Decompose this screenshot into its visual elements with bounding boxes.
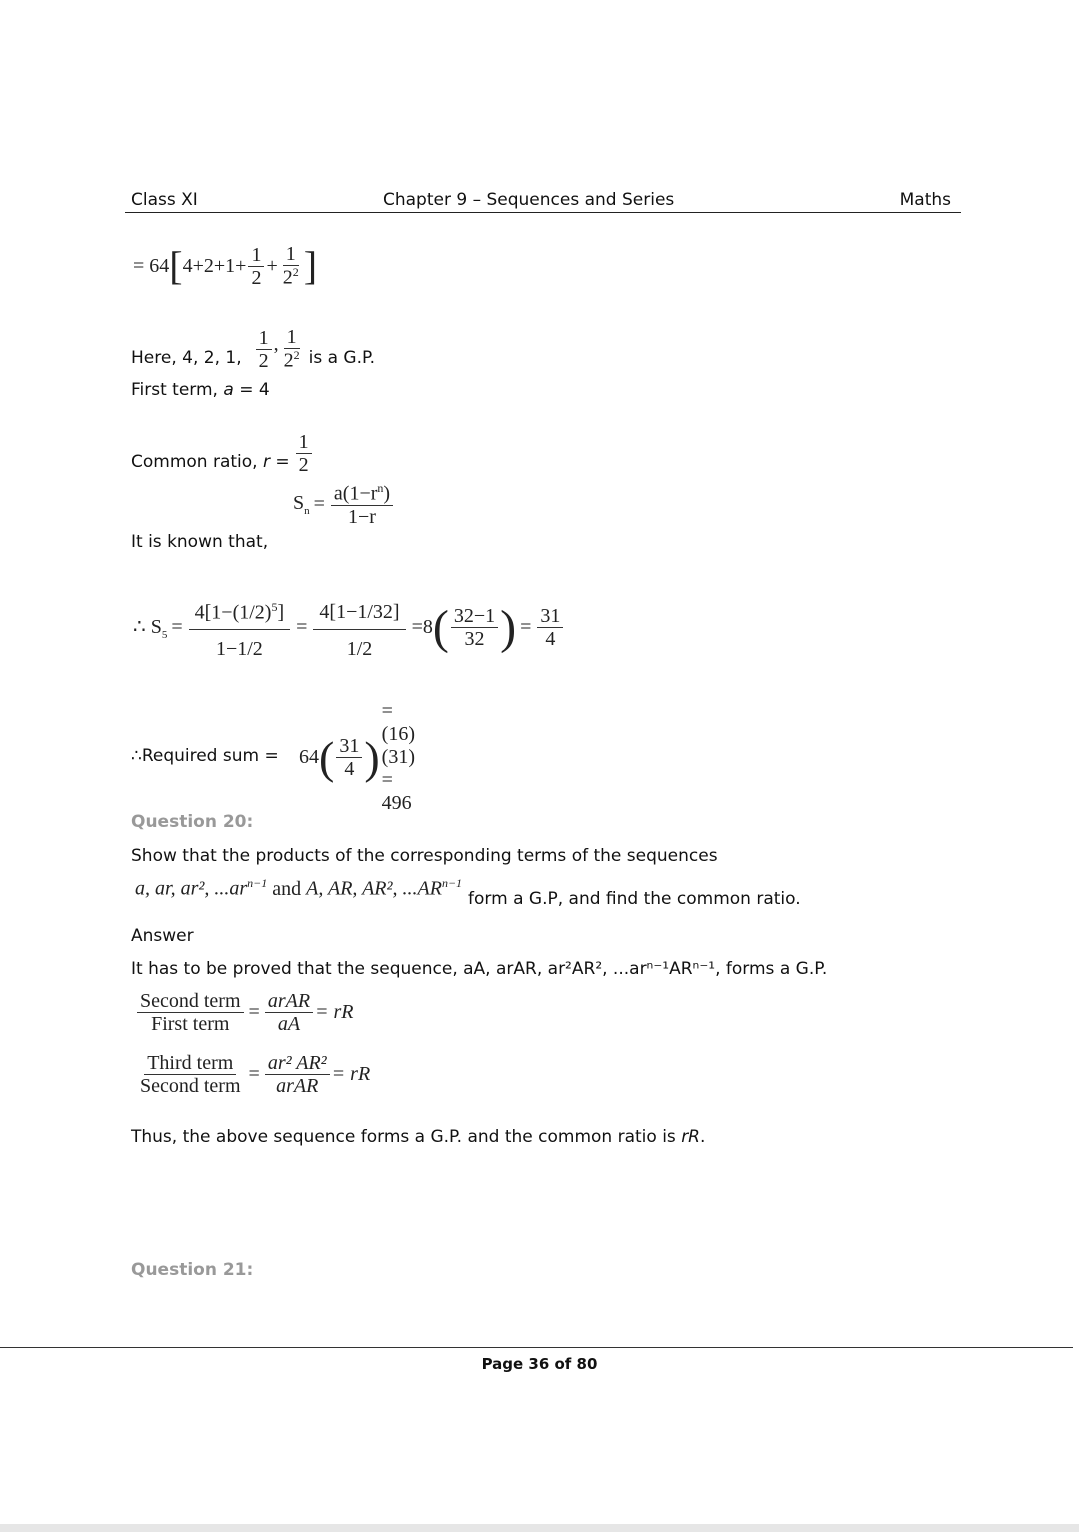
- header-chapter: Chapter 9 – Sequences and Series: [383, 190, 675, 210]
- s5-lhs: [133, 614, 167, 641]
- exponent: n: [377, 481, 384, 495]
- viewer-bottom-bar: [0, 1524, 1079, 1532]
- equals: =: [248, 1001, 260, 1023]
- and-word: and: [267, 877, 307, 900]
- denominator: aA: [277, 1013, 301, 1035]
- first-term-line: [131, 380, 270, 400]
- conclusion-var: rR: [681, 1127, 700, 1147]
- seq2-text: A, AR, AR², ...AR: [306, 877, 442, 900]
- seq2-exponent: n−1: [441, 876, 463, 890]
- numerator: 1: [283, 243, 299, 266]
- exponent: 2: [292, 265, 299, 280]
- subscript: n: [304, 505, 310, 518]
- known-label: It is known that,: [131, 532, 269, 552]
- denominator: 4: [344, 758, 355, 780]
- result: = rR: [315, 1001, 354, 1023]
- page-number: Page 36 of 80: [481, 1355, 598, 1373]
- s5-symbol: ∴ S: [133, 616, 162, 638]
- fraction-step1: [189, 595, 291, 661]
- fraction: [265, 990, 313, 1035]
- numerator: Second term: [137, 990, 244, 1013]
- conclusion-line: [131, 1127, 705, 1147]
- base: 2: [282, 266, 293, 289]
- numerator: 1: [296, 431, 312, 454]
- subscript: 5: [161, 629, 168, 641]
- fraction-step2: [313, 595, 405, 660]
- comma: ,: [273, 333, 279, 355]
- denominator: 1−r: [348, 505, 376, 528]
- line2-suffix: form a G.P, and find the common ratio.: [468, 888, 801, 909]
- sequence-1: [135, 876, 267, 901]
- bracket-open: [: [169, 243, 183, 288]
- question-20-title: Question 20:: [131, 812, 254, 832]
- numerator: ar² AR²: [265, 1052, 330, 1075]
- numerator: arAR: [265, 990, 313, 1013]
- numerator: 1: [256, 327, 272, 350]
- question-20-line2: [135, 876, 801, 909]
- common-ratio-text: [131, 452, 290, 472]
- sequence-2: [306, 876, 462, 901]
- proof-line: It has to be proved that the sequence, aA, arAR, ar²AR², ...arⁿ⁻¹ARⁿ⁻¹, forms a G.P.: [131, 959, 828, 979]
- paren-close: ): [500, 600, 517, 654]
- denominator: First term: [151, 1013, 230, 1035]
- equals: =: [520, 616, 532, 638]
- bracket-close: ]: [303, 243, 318, 288]
- equals: =: [269, 452, 290, 472]
- fraction: [280, 243, 302, 289]
- numerator: 1: [284, 326, 300, 349]
- common-ratio-label: Common ratio,: [131, 452, 263, 472]
- fraction-result: [537, 605, 563, 650]
- fraction: [265, 1052, 330, 1097]
- numerator: Third term: [144, 1052, 236, 1075]
- paren-open: (: [432, 600, 449, 654]
- common-ratio-var: r: [262, 452, 270, 472]
- first-term-var: a: [223, 380, 234, 400]
- prefix: 64: [299, 746, 319, 768]
- numerator: 4[1−1/32]: [313, 595, 405, 630]
- required-sum-math: [299, 700, 415, 815]
- numerator: 1: [248, 244, 264, 267]
- denominator: 2: [298, 454, 309, 476]
- numerator: 32−1: [451, 605, 498, 628]
- fraction: [296, 431, 312, 476]
- sn-formula: [293, 482, 395, 528]
- paren-close: ): [364, 731, 380, 783]
- conclusion-suffix: .: [700, 1127, 706, 1147]
- s5-computation: [133, 565, 565, 690]
- question-21-title: Question 21:: [131, 1260, 254, 1280]
- header-subject: Maths: [899, 190, 951, 210]
- fraction: [137, 990, 244, 1035]
- denominator: 2: [258, 350, 269, 372]
- ratio-2: [135, 1052, 370, 1097]
- plus: +: [266, 254, 278, 277]
- num-end: ]: [277, 601, 285, 624]
- seq1-text: a, ar, ar², ...ar: [135, 877, 248, 900]
- header-class: Class XI: [131, 190, 198, 210]
- denominator: arAR: [276, 1075, 319, 1097]
- gp-suffix: is a G.P.: [308, 348, 375, 368]
- result: = rR: [331, 1063, 371, 1085]
- num-end: ): [383, 482, 391, 505]
- page-header: [125, 188, 961, 213]
- exponent: 5: [271, 599, 278, 614]
- base: 2: [283, 350, 294, 372]
- common-ratio-line: [131, 412, 314, 476]
- fraction: [331, 482, 393, 528]
- first-term-value: = 4: [233, 380, 270, 400]
- numerator: [331, 482, 393, 506]
- step3-prefix: =8: [411, 616, 433, 638]
- fraction: [248, 244, 264, 289]
- paren-open: (: [319, 731, 335, 783]
- denominator: Second term: [140, 1075, 241, 1097]
- fraction: [336, 735, 362, 780]
- required-sum-label: ∴Required sum =: [131, 746, 279, 766]
- exponent: 2: [293, 348, 300, 363]
- gp-prefix: Here, 4, 2, 1,: [131, 348, 242, 368]
- equals: =: [171, 616, 183, 638]
- s-symbol: S: [293, 492, 305, 515]
- rest: = (16)(31) = 496: [381, 700, 415, 814]
- numerator: 31: [537, 605, 563, 628]
- equals: =: [296, 616, 308, 638]
- denominator: [280, 266, 302, 289]
- question-20-line1: Show that the products of the corresponding terms of the sequences: [131, 846, 718, 866]
- denominator: 1−1/2: [215, 638, 263, 661]
- equals: =: [313, 493, 325, 516]
- sn-lhs: [293, 492, 310, 517]
- num-text: 4[1−(1/2): [194, 601, 272, 624]
- denominator: 32: [464, 628, 485, 650]
- footer-divider: [0, 1347, 1073, 1348]
- numerator: [189, 595, 291, 631]
- denominator: [281, 349, 303, 372]
- eq-inner: 4+2+1+: [182, 254, 247, 277]
- fraction: [256, 327, 272, 372]
- numerator: 31: [336, 735, 362, 758]
- denominator: 4: [545, 628, 556, 650]
- fraction-step3: [451, 605, 498, 650]
- eq-prefix: = 64: [133, 254, 170, 277]
- equals: =: [248, 1063, 260, 1085]
- answer-label: Answer: [131, 926, 194, 946]
- denominator: 2: [251, 266, 262, 289]
- seq1-exponent: n−1: [247, 876, 268, 890]
- num-text: a(1−r: [333, 482, 378, 505]
- gp-statement: [131, 308, 375, 372]
- conclusion-prefix: Thus, the above sequence forms a G.P. and the common ratio is: [131, 1127, 682, 1147]
- fraction: [281, 326, 303, 372]
- ratio-1: [135, 990, 354, 1035]
- fraction: [137, 1052, 244, 1097]
- denominator: 1/2: [346, 638, 373, 660]
- first-term-label: First term,: [131, 380, 224, 400]
- equation-sum-expansion: [133, 236, 317, 296]
